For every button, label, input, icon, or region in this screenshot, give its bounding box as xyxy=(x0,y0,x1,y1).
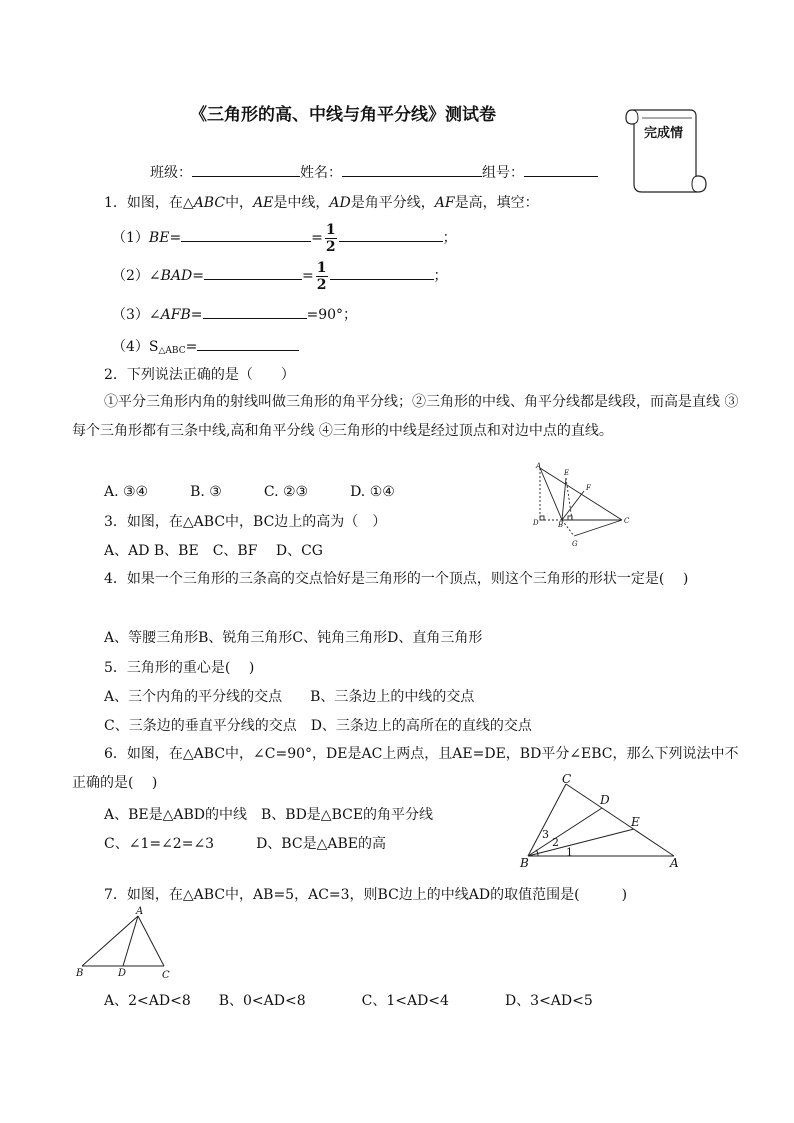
q1-part2: （2）∠BAD= = $\frac{1}{2}$ ； xyxy=(112,259,448,293)
q3-options: A、AD B、BE C、BF D、CG xyxy=(104,543,323,559)
name-label: 姓名： xyxy=(300,165,342,181)
svg-text:2: 2 xyxy=(552,836,559,849)
svg-text:A: A xyxy=(670,856,679,870)
q3-figure xyxy=(530,462,630,548)
q6-option-row2: C、∠1=∠2=∠3 D、BC是△ABE的高 xyxy=(104,836,386,852)
q5-option-row1: A、三个内角的平分线的交点 B、三条边上的中线的交点 xyxy=(104,689,475,705)
name-blank xyxy=(342,162,482,177)
q2-body: ①平分三角形内角的射线叫做三角形的角平分线；②三角形的中线、角平分线都是线段，而高是直线 ③每个三角形都有三条中线,高和角平分线 ④三角形的中线是经过顶点和对边中点的直线。 xyxy=(72,394,739,439)
svg-text:E: E xyxy=(564,469,570,477)
q2-options: A. ③④ B. ③ C. ②③ D. ①④ xyxy=(104,484,395,500)
q7-stem: 7．如图，在△ABC中，AB=5，AC=3，则BC边上的中线AD的取值范围是( ) xyxy=(104,887,628,903)
svg-text:A: A xyxy=(536,462,542,470)
group-label: 组号： xyxy=(482,165,524,181)
q7-figure xyxy=(72,902,182,980)
svg-text:B: B xyxy=(520,856,529,870)
q1-stem: 1．如图，在△ABC中，AE是中线，AD是角平分线，AF是高，填空： xyxy=(104,195,539,211)
scroll-badge-icon xyxy=(622,104,708,200)
q1-part3: （3）∠AFB= =90°； xyxy=(112,304,357,324)
group-blank xyxy=(524,162,598,177)
q6-option-row1: A、BE是△ABD的中线 B、BD是△BCE的角平分线 xyxy=(104,807,434,823)
q3-stem: 3．如图，在△ABC中，BC边上的高为（ ） xyxy=(104,514,387,530)
q4-stem: 4．如果一个三角形的三条高的交点恰好是三角形的一个顶点，则这个三角形的形状一定是( ) xyxy=(104,571,689,587)
fraction-half: $\frac{1}{2}$ xyxy=(316,259,327,293)
q7-options: A、2<AD<8 B、0<AD<8 C、1<AD<4 D、3<AD<5 xyxy=(104,993,593,1009)
svg-text:C: C xyxy=(562,772,572,786)
page-title: 《三角形的高、中线与角平分线》测试卷 xyxy=(190,105,496,125)
class-blank xyxy=(192,162,300,177)
svg-text:D: D xyxy=(600,793,610,807)
class-label: 班级： xyxy=(150,165,192,181)
svg-text:G: G xyxy=(572,540,578,548)
badge-text: 完成情 xyxy=(644,126,684,141)
svg-text:D: D xyxy=(118,968,127,979)
q2-stem: 2．下列说法正确的是（ ） xyxy=(104,367,295,383)
q1-part4: $(4)S_{\triangle ABC}=$ xyxy=(112,336,299,356)
svg-text:E: E xyxy=(631,815,640,829)
svg-text:1: 1 xyxy=(566,846,573,859)
header-row xyxy=(150,162,598,182)
svg-text:B: B xyxy=(558,521,564,529)
q5-stem: 5．三角形的重心是( ) xyxy=(104,660,255,676)
fraction-half: $\frac{1}{2}$ xyxy=(325,221,336,255)
q1-part1: （1）BE= = $\frac{1}{2}$ ； xyxy=(112,221,457,255)
svg-text:C: C xyxy=(624,517,630,525)
q6-figure xyxy=(518,772,684,872)
svg-text:3: 3 xyxy=(542,828,549,841)
svg-text:A: A xyxy=(136,906,144,917)
svg-text:B: B xyxy=(76,968,84,979)
svg-text:C: C xyxy=(162,970,170,980)
q4-options: A、等腰三角形B、锐角三角形C、钝角三角形D、直角三角形 xyxy=(104,630,483,646)
svg-text:F: F xyxy=(586,484,591,492)
q6-stem: 6．如图，在△ABC中，∠C=90°，DE是AC上两点，且AE=DE，BD平分∠EBC，那么下列说法中不正确的是( ) xyxy=(72,746,739,791)
svg-text:D: D xyxy=(533,519,539,527)
q5-option-row2: C、三条边的垂直平分线的交点 D、三条边上的高所在的直线的交点 xyxy=(104,718,532,734)
